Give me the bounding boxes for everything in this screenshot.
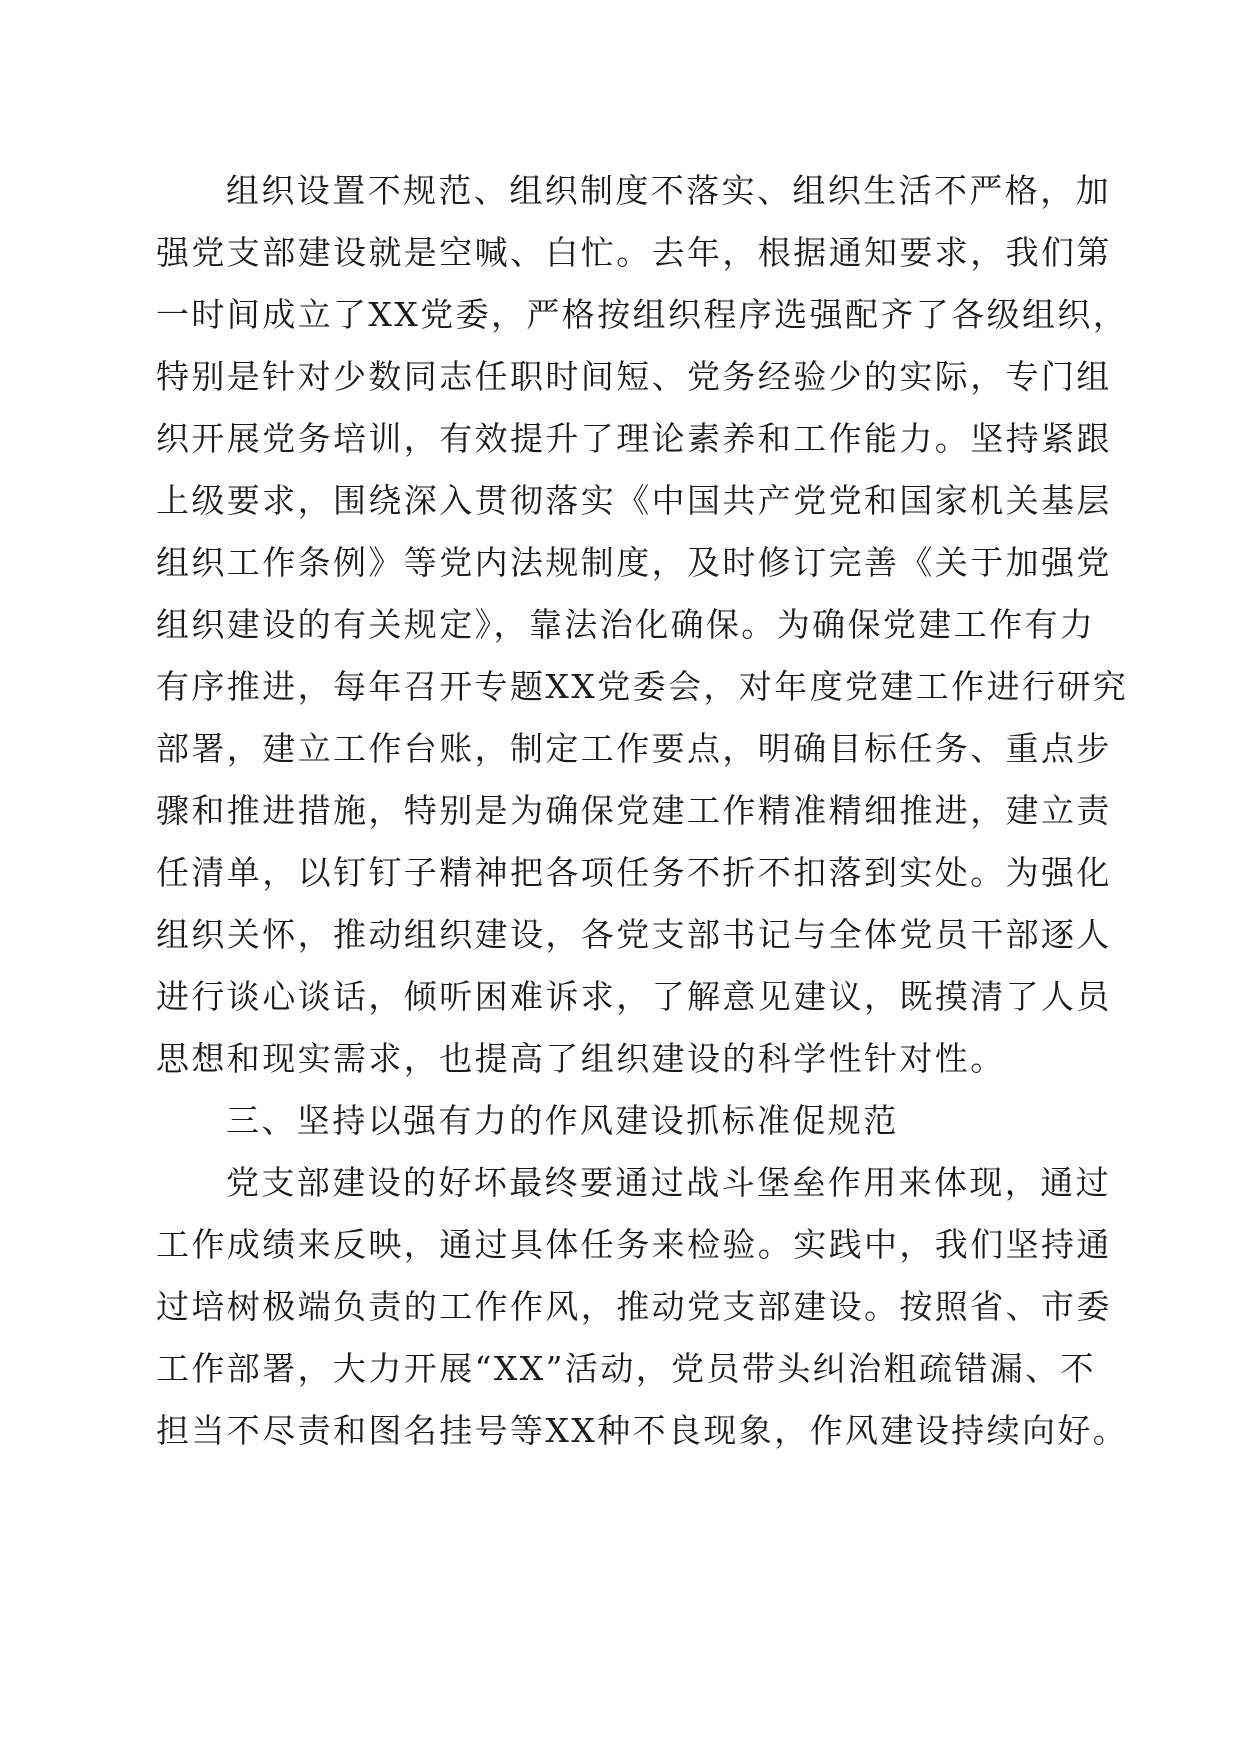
paragraph-line: 担当不尽责和图名挂号等XX种不良现象，作风建设持续向好。 (156, 1411, 1129, 1450)
paragraph-line: 工作成绩来反映，通过具体任务来检验。实践中，我们坚持通 (156, 1225, 1112, 1264)
paragraph-line: 过培树极端负责的工作作风，推动党支部建设。按照省、市委 (156, 1287, 1112, 1326)
paragraph-line: 工作部署，大力开展“XX”活动，党员带头纠治粗疏错漏、不 (156, 1349, 1096, 1388)
paragraph-line: 强党支部建设就是空喊、白忙。去年，根据通知要求，我们第 (156, 233, 1112, 272)
paragraph-line: 织开展党务培训，有效提升了理论素养和工作能力。坚持紧跟 (156, 419, 1112, 458)
paragraph-line: 有序推进，每年召开专题XX党委会，对年度党建工作进行研究 (156, 667, 1129, 706)
paragraph-line: 一时间成立了XX党委，严格按组织程序选强配齐了各级组织， (156, 295, 1129, 334)
paragraph-line: 进行谈心谈话，倾听困难诉求，了解意见建议，既摸清了人员 (156, 977, 1112, 1016)
paragraph-line: 党支部建设的好坏最终要通过战斗堡垒作用来体现，通过 (226, 1163, 1111, 1202)
section-heading: 三、坚持以强有力的作风建设抓标准促规范 (226, 1101, 899, 1140)
paragraph-line: 组织关怀，推动组织建设，各党支部书记与全体党员干部逐人 (156, 915, 1112, 954)
paragraph-line: 组织建设的有关规定》，靠法治化确保。为确保党建工作有力 (156, 605, 1096, 644)
paragraph-line: 骤和推进措施，特别是为确保党建工作精准精细推进，建立责 (156, 791, 1112, 830)
paragraph-line: 组织工作条例》等党内法规制度，及时修订完善《关于加强党 (156, 543, 1112, 582)
paragraph-line: 组织设置不规范、组织制度不落实、组织生活不严格，加 (226, 171, 1111, 210)
paragraph-line: 任清单，以钉钉子精神把各项任务不折不扣落到实处。为强化 (156, 853, 1112, 892)
paragraph-line: 思想和现实需求，也提高了组织建设的科学性针对性。 (156, 1039, 1006, 1078)
document-body (156, 160, 1129, 1462)
paragraph-line: 上级要求，围绕深入贯彻落实《中国共产党党和国家机关基层 (156, 481, 1112, 520)
paragraph-line: 部署，建立工作台账，制定工作要点，明确目标任务、重点步 (156, 729, 1112, 768)
paragraph-line: 特别是针对少数同志任职时间短、党务经验少的实际，专门组 (156, 357, 1112, 396)
